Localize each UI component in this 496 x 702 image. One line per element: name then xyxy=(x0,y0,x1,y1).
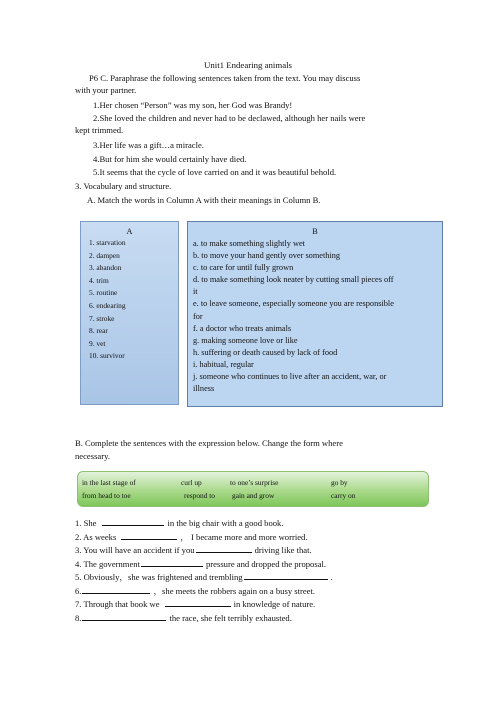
page-title: Unit1 Endearing animals xyxy=(204,60,292,70)
answer-blank[interactable] xyxy=(141,557,203,567)
sentence-text: 7. Through that book we xyxy=(75,599,160,609)
column-a-item: 8. rear xyxy=(89,326,108,336)
column-a-item: 3. abandon xyxy=(89,263,122,273)
answer-blank[interactable] xyxy=(165,597,231,607)
column-a-box xyxy=(80,221,179,405)
part-b-instruction: B. Complete the sentences with the expression below. Change the form where xyxy=(75,438,343,448)
column-a-item: 7. stroke xyxy=(89,313,115,323)
sentence-text: in the big chair with a good book. xyxy=(167,518,284,528)
answer-blank[interactable] xyxy=(82,611,166,621)
column-b-line: e. to leave someone, especially someone you are responsible xyxy=(193,299,394,309)
sentence-item xyxy=(75,597,315,610)
paraphrase-instruction xyxy=(75,72,445,84)
sentence-text: driving like that. xyxy=(254,545,312,555)
sentence-item xyxy=(75,557,326,570)
sentence-text: 2. As weeks xyxy=(75,532,117,542)
column-b-line: it xyxy=(193,287,198,297)
sentence-item xyxy=(75,584,315,597)
column-b-line: illness xyxy=(193,384,215,394)
expression: curl up xyxy=(181,478,202,487)
column-b-line: g. making someone love or like xyxy=(193,335,298,345)
column-b-line: d. to make something look neater by cutting small pieces off xyxy=(193,275,394,285)
answer-blank[interactable] xyxy=(244,570,328,580)
part-a-instruction: A. Match the words in Column A with their meanings in Column B. xyxy=(87,195,321,205)
sentence-item xyxy=(75,543,312,556)
answer-blank[interactable] xyxy=(196,543,252,553)
instruction-line-1: P6 C. Paraphrase the following sentences taken from the text. You may discuss xyxy=(89,73,361,83)
answer-blank[interactable] xyxy=(82,584,150,594)
sentence-text: in knowledge of nature. xyxy=(233,599,316,609)
column-a-item: 2. dampen xyxy=(89,250,120,260)
column-b-line: h. suffering or death caused by lack of food xyxy=(193,347,338,357)
answer-blank[interactable] xyxy=(121,530,177,540)
column-b-list xyxy=(188,238,442,395)
column-a-item: 10. survivor xyxy=(89,351,125,361)
column-a-item: 1. starvation xyxy=(89,238,126,247)
sentence-text: 8. xyxy=(75,613,82,623)
expression: in the last stage of xyxy=(82,478,136,487)
column-a-item: 9. vet xyxy=(89,338,106,348)
expressions-box xyxy=(77,471,429,507)
column-b-line: for xyxy=(193,311,203,321)
paraphrase-item-cont: kept trimmed. xyxy=(75,125,124,135)
paraphrase-item: 2.She loved the children and never had to be declawed, although her nails were xyxy=(93,113,366,123)
sentence-text: pressure and dropped the proposal. xyxy=(206,559,327,569)
column-b-line: c. to care for until fully grown xyxy=(193,263,294,273)
sentence-item xyxy=(75,570,333,583)
sentence-item xyxy=(75,516,283,529)
expression: from head to toe xyxy=(82,491,131,500)
column-b-line: f. a doctor who treats animals xyxy=(193,323,292,333)
column-b-header: B xyxy=(312,227,318,236)
paraphrase-item: 5.It seems that the cycle of love carried on and it was beautiful behold. xyxy=(93,167,337,177)
paraphrase-item: 1.Her chosen “Person” was my son, her God was Brandy! xyxy=(93,100,293,110)
sentence-text: 3. You will have an accident if you xyxy=(75,545,195,555)
column-a-header: A xyxy=(126,227,133,236)
sentence-text: 1. She xyxy=(75,518,97,528)
sentence-item xyxy=(75,530,307,543)
paraphrase-item: 4.But for him she would certainly have died. xyxy=(93,154,247,164)
sentence-text: . xyxy=(330,572,333,582)
column-a-item: 6. endearing xyxy=(89,300,126,310)
column-a-list xyxy=(81,237,178,363)
sentence-text: ，she meets the robbers again on a busy street. xyxy=(153,586,316,596)
instruction-line-2: with your partner. xyxy=(75,85,137,95)
column-b-line: a. to make something slightly wet xyxy=(193,239,305,248)
column-a-item: 4. trim xyxy=(89,275,109,285)
expression: go by xyxy=(331,478,348,487)
part-b-instruction-2: necessary. xyxy=(75,451,110,461)
sentence-text: 4. The government xyxy=(75,559,140,569)
expression: gain and grow xyxy=(232,491,275,500)
column-b-box xyxy=(187,221,443,407)
expression: carry on xyxy=(331,491,356,500)
section-heading: 3. Vocabulary and structure. xyxy=(75,181,172,191)
sentence-text: 5. Obviously，she was frightened and trembling xyxy=(75,572,243,582)
sentence-item xyxy=(75,611,292,624)
sentence-text: the race, she felt terribly exhausted. xyxy=(169,613,292,623)
column-b-line: b. to move your hand gently over something xyxy=(193,251,341,261)
column-a-item: 5. routine xyxy=(89,288,118,298)
column-b-line: i. habitual, regular xyxy=(193,359,254,369)
answer-blank[interactable] xyxy=(102,516,164,526)
expression: to one’s surprise xyxy=(230,478,279,487)
expression: respond to xyxy=(184,491,215,500)
paraphrase-item: 3.Her life was a gift…a miracle. xyxy=(93,140,204,150)
sentence-text: 6. xyxy=(75,586,82,596)
sentence-text: ， I became more and more worried. xyxy=(180,532,308,542)
column-b-line: j. someone who continues to live after an accident, war, or xyxy=(193,372,387,382)
